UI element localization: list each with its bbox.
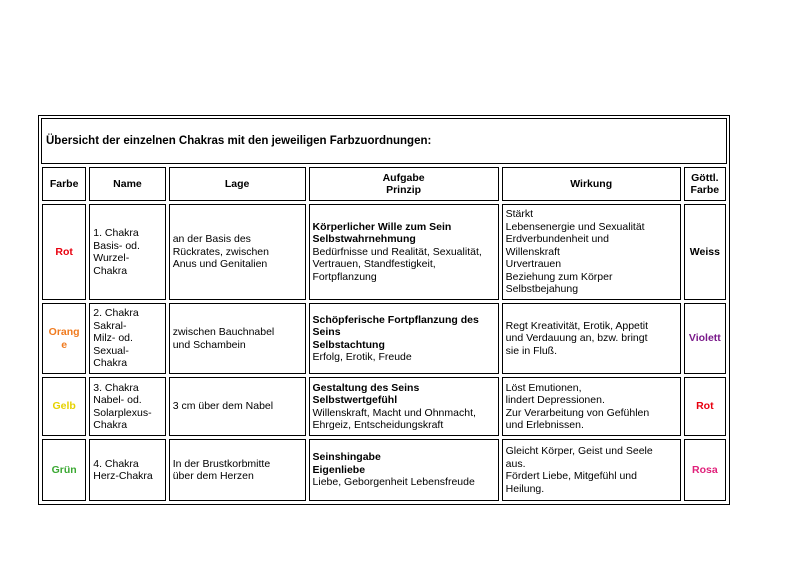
chakra-name [89, 377, 165, 436]
chakra-location-line: Rückrates, zwischen [172, 245, 269, 258]
chakra-task-detail: Bedürfnisse und Realität, Sexualität, [312, 245, 482, 258]
document-title: Übersicht der einzelnen Chakras mit den jeweiligen Farbzuordnungen: [41, 118, 727, 164]
chakra-effect [502, 303, 681, 374]
chakra-effect-line: Zur Verarbeitung von Gefühlen [505, 406, 650, 419]
chakra-task-heading: Selbstwahrnehmung [312, 233, 416, 246]
header-goettl-farbe [684, 167, 726, 201]
chakra-effect-line: und Erlebnissen. [505, 419, 584, 431]
chakra-name-line: Chakra [93, 419, 128, 431]
chakra-effect-line: Stärkt [505, 208, 534, 221]
chakra-task-heading: Selbstwertgefühl [312, 394, 398, 406]
chakra-effect-line: aus. [505, 457, 526, 470]
chakra-location-line: über dem Herzen [172, 470, 254, 482]
header-goettl-farbe-label: Farbe [690, 184, 720, 196]
table-row [42, 439, 726, 501]
chakra-task-heading: Seins [312, 326, 341, 338]
table-row [42, 204, 726, 300]
chakra-divine-color: Rosa [684, 439, 726, 501]
table-header-row [42, 167, 726, 201]
chakra-effect-line: Beziehung zum Körper [505, 270, 613, 283]
chakra-task-detail: Fortpflanzung [312, 270, 377, 283]
chakra-effect-line: Lebensenergie und Sexualität [505, 220, 645, 233]
chakra-task-detail: Willenskraft, Macht und Ohnmacht, [312, 406, 476, 419]
chakra-effect-line: Willenskraft [505, 245, 560, 258]
chakra-task-heading: Seinshingabe [312, 451, 381, 464]
header-lage: Lage [169, 167, 306, 201]
chakra-location-line: In der Brustkorbmitte [172, 457, 271, 470]
chakra-name [89, 303, 165, 374]
header-name: Name [89, 167, 165, 201]
chakra-effect-line: lindert Depressionen. [505, 394, 605, 406]
chakra-name-line: 3. Chakra [93, 381, 139, 394]
chakra-location [169, 377, 306, 436]
chakra-effect-line: Selbstbejahung [505, 283, 579, 296]
chakra-effect-line: Heilung. [505, 482, 545, 495]
chakra-divine-color: Rot [684, 377, 726, 436]
chakra-task-principle [309, 303, 499, 374]
chakra-name-line: Nabel- od. [93, 394, 142, 406]
chakra-location-line: und Schambein [172, 338, 246, 351]
chakra-task-detail: Ehrgeiz, Entscheidungskraft [312, 419, 444, 431]
chakra-effect-line: Fördert Liebe, Mitgefühl und [505, 470, 637, 482]
chakra-color: Grün [42, 439, 86, 501]
chakra-color: Rot [42, 204, 86, 300]
header-goettl: Göttl. [691, 171, 719, 184]
chakra-name-line: Solarplexus- [93, 406, 152, 419]
chakra-name-line: Basis- od. [93, 239, 140, 252]
header-wirkung: Wirkung [502, 167, 681, 201]
chakra-name-line: Chakra [93, 357, 128, 370]
chakra-effect-line: sie in Fluß. [505, 344, 557, 357]
chakra-effect-line: Urvertrauen [505, 258, 562, 271]
chakra-name-line: Milz- od. [93, 332, 133, 345]
table-row [42, 303, 726, 374]
header-prinzip: Prinzip [386, 184, 422, 196]
header-aufgabe-prinzip [309, 167, 499, 201]
chakra-task-heading: Gestaltung des Seins [312, 381, 420, 394]
chakra-effect-line: Löst Emutionen, [505, 381, 582, 394]
chakra-name [89, 439, 165, 501]
header-farbe: Farbe [42, 167, 86, 201]
chakra-task-detail: Liebe, Geborgenheit Lebensfreude [312, 476, 475, 489]
chakra-table-body [42, 204, 726, 501]
chakra-task-detail: Erfolg, Erotik, Freude [312, 351, 412, 363]
table-row [42, 377, 726, 436]
chakra-name-line: Wurzel- [93, 252, 130, 264]
chakra-effect [502, 377, 681, 436]
chakra-task-heading: Körperlicher Wille zum Sein [312, 220, 452, 233]
chakra-location [169, 303, 306, 374]
chakra-location-line: 3 cm über dem Nabel [172, 400, 274, 413]
chakra-color: Gelb [42, 377, 86, 436]
chakra-task-detail: Vertrauen, Standfestigkeit, [312, 258, 436, 271]
header-aufgabe: Aufgabe [382, 171, 425, 184]
chakra-task-heading: Selbstachtung [312, 338, 385, 351]
chakra-effect-line: Erdverbundenheit und [505, 233, 609, 246]
chakra-color: Orange [42, 303, 86, 374]
chakra-location [169, 204, 306, 300]
chakra-table [39, 164, 729, 504]
chakra-effect-line: Regt Kreativität, Erotik, Appetit [505, 319, 649, 332]
chakra-name-line: Chakra [93, 264, 128, 277]
chakra-location [169, 439, 306, 501]
chakra-divine-color: Weiss [684, 204, 726, 300]
chakra-divine-color: Violett [684, 303, 726, 374]
chakra-name-line: Sakral- [93, 319, 127, 332]
chakra-task-principle [309, 377, 499, 436]
chakra-location-line: zwischen Bauchnabel [172, 326, 275, 338]
chakra-task-principle [309, 204, 499, 300]
chakra-effect-line: und Verdauung an, bzw. bringt [505, 332, 648, 345]
chakra-effect-line: Gleicht Körper, Geist und Seele [505, 445, 653, 457]
chakra-task-heading: Schöpferische Fortpflanzung des [312, 313, 479, 326]
chakra-location-line: Anus und Genitalien [172, 258, 268, 271]
chakra-name-line: Herz-Chakra [93, 470, 153, 482]
chakra-name [89, 204, 165, 300]
chakra-overview-document [38, 115, 730, 505]
chakra-location-line: an der Basis des [172, 233, 251, 246]
chakra-name-line: 1. Chakra [93, 227, 139, 239]
chakra-effect [502, 439, 681, 501]
chakra-name-line: 2. Chakra [93, 307, 139, 320]
chakra-task-principle [309, 439, 499, 501]
chakra-effect [502, 204, 681, 300]
chakra-task-heading: Eigenliebe [312, 463, 366, 476]
chakra-name-line: Sexual- [93, 344, 129, 357]
chakra-name-line: 4. Chakra [93, 457, 139, 470]
